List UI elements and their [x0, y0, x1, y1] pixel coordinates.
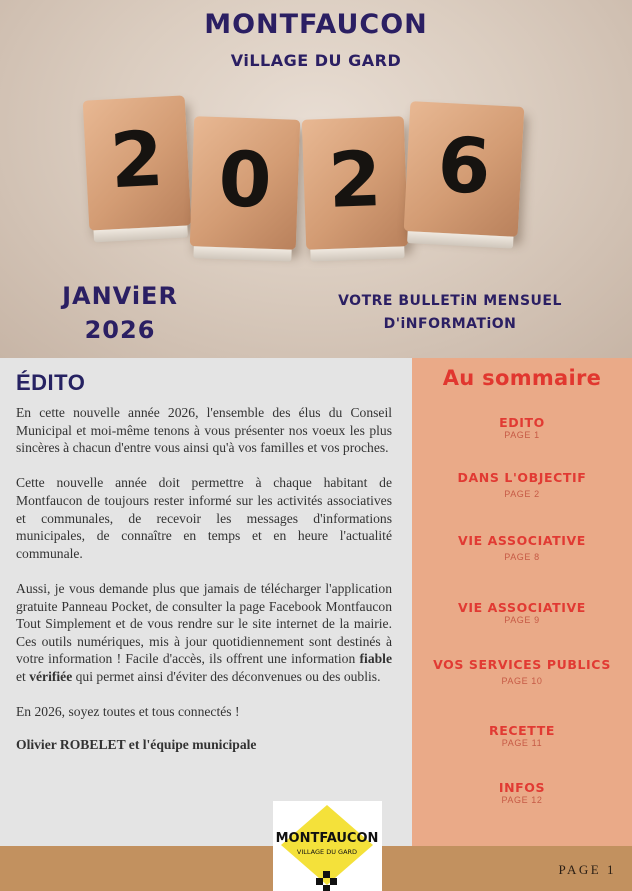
issue-year: 2026: [84, 316, 156, 344]
logo-emblem: [273, 801, 382, 891]
edito-section: [0, 358, 412, 846]
issue-month: JANViER: [62, 282, 178, 310]
logo-tagline: VILLAGE DU GARD: [296, 848, 358, 856]
logo-check-square: [323, 871, 330, 878]
edito-paragraph: En cette nouvelle année 2026, l'ensemble des élus du Conseil Municipal et moi-même tenons à vous présenter nos voeux les plus sincères à chacun d'entre vous ainsi qu'à vos familles et vos proches.: [16, 405, 392, 456]
toc-item-infos[interactable]: [412, 780, 632, 805]
sommaire-title: Au sommaire: [442, 366, 602, 390]
wooden-block-digit: 2: [83, 95, 192, 230]
toc-label: RECETTE: [489, 723, 555, 738]
toc-item-vos-services-publics[interactable]: [412, 657, 632, 686]
logo-check-square: [316, 878, 323, 885]
toc-label: VIE ASSOCIATIVE: [458, 533, 586, 548]
edito-paragraph: [16, 580, 392, 686]
page-number: PAGE 1: [558, 862, 616, 877]
toc-page-number: PAGE 11: [501, 738, 543, 748]
village-title: MONTFAUCON: [204, 9, 428, 40]
edito-signature: Olivier ROBELET et l'équipe municipale: [16, 737, 257, 753]
logo-check-square: [330, 878, 337, 885]
toc-item-vie-associative[interactable]: [412, 600, 632, 625]
montfaucon-logo: [273, 801, 382, 891]
edito-emphasis: vérifiée: [29, 668, 73, 684]
toc-page-number: PAGE 10: [501, 676, 543, 686]
toc-item-vie-associative[interactable]: [412, 533, 632, 562]
toc-label: INFOS: [498, 780, 546, 795]
toc-label: DANS L'OBJECTIF: [457, 470, 587, 485]
hero-banner: [0, 0, 632, 358]
edito-text-run: Aussi, je vous demande plus que jamais de télécharger l'application gratuite Panneau Pocket, de consulter la page Facebook Montfaucon Tout Simplement et de vous rendre sur le site internet de la mairie. Ces outils numériques, mis à jour quotidiennement sont destinés à votre information ! Facile d'accès, ils offrent une information: [16, 580, 392, 667]
edito-body: [16, 404, 392, 771]
bulletin-tagline-line2: D'iNFORMATiON: [383, 316, 517, 332]
edito-text-run: qui permet ainsi d'éviter des déconvenues ou des oublis.: [72, 668, 381, 684]
logo-name: MONTFAUCON: [275, 831, 379, 846]
sommaire-panel: [412, 358, 632, 846]
toc-item-recette[interactable]: [412, 723, 632, 748]
toc-page-number: PAGE 12: [501, 795, 543, 805]
edito-paragraph: Cette nouvelle année doit permettre à chaque habitant de Montfaucon de toujours rester informé sur les activités associatives et communales, de recevoir les messages d'informations municipales, de connaître en temps et en heure l'actualité communale.: [16, 475, 392, 561]
wooden-block-digit: 0: [190, 116, 300, 250]
edito-paragraph: En 2026, soyez toutes et tous connectés !: [16, 704, 240, 720]
toc-page-number: PAGE 1: [504, 430, 540, 440]
toc-page-number: PAGE 9: [504, 615, 540, 625]
bulletin-tagline-line1: VOTRE BULLETiN MENSUEL: [338, 293, 562, 309]
toc-page-number: PAGE 2: [504, 489, 540, 499]
wooden-block-digit: 2: [302, 116, 408, 249]
edito-text-run: et: [16, 668, 30, 684]
toc-item-edito[interactable]: [412, 415, 632, 440]
logo-check-square: [323, 885, 330, 891]
toc-label: VIE ASSOCIATIVE: [458, 600, 586, 615]
toc-label: EDITO: [499, 415, 545, 430]
edito-emphasis: fiable: [359, 651, 392, 667]
wooden-block-digit: 6: [404, 101, 525, 237]
toc-page-number: PAGE 8: [504, 552, 540, 562]
edito-title: ÉDITO: [16, 370, 86, 395]
village-subtitle: ViLLAGE DU GARD: [230, 51, 402, 70]
toc-item-dans-lobjectif[interactable]: [412, 470, 632, 499]
toc-label: VOS SERVICES PUBLICS: [433, 657, 611, 672]
